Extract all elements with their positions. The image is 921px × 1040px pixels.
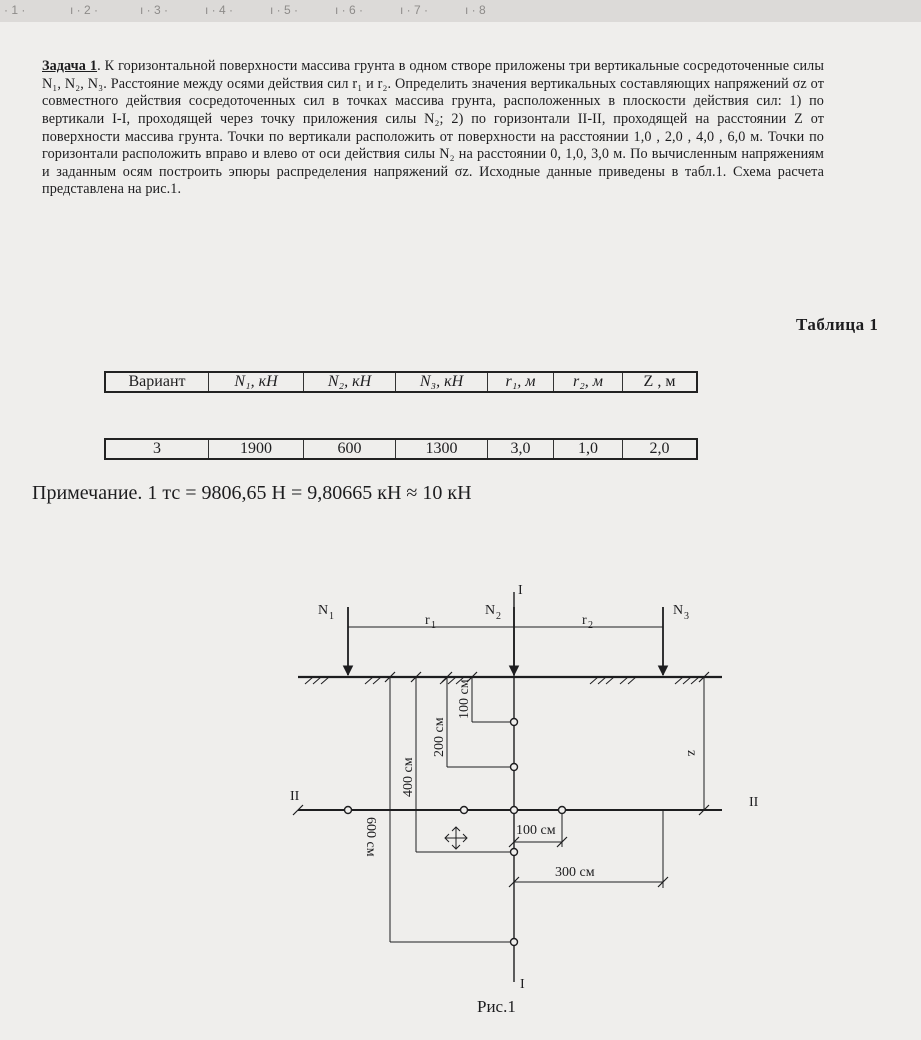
n3-subscript: 3 — [684, 611, 689, 622]
ruler-mark: ı · 7 · — [400, 3, 429, 17]
r1-subscript: 1 — [431, 620, 436, 631]
header-cell: r₂, м — [554, 373, 623, 391]
dim-100-vertical: 100 см — [457, 679, 472, 719]
data-cell: 1900 — [209, 440, 304, 458]
axis-i-top-label: I — [518, 583, 523, 598]
task-label: Задача 1 — [42, 58, 98, 75]
data-cell: 3,0 — [488, 440, 554, 458]
dimension-ticks — [293, 672, 709, 887]
header-cell: N₃, кН — [396, 373, 488, 391]
table-header-row — [104, 371, 698, 393]
data-cell: 2,0 — [649, 440, 670, 457]
dim-100-horizontal: 100 см — [516, 823, 556, 838]
header-cell: N₂, кН — [304, 373, 396, 391]
axis-i-bottom-label: I — [520, 977, 525, 992]
table-caption: Таблица 1 — [796, 315, 879, 334]
data-cell: 600 — [304, 440, 396, 458]
ruler-mark: ı · 2 · — [70, 3, 99, 17]
figure-caption: Рис.1 — [477, 997, 516, 1016]
header-cell: r₁, м — [488, 373, 554, 391]
dim-600-vertical: 600 см — [363, 817, 378, 857]
data-cell: 1,0 — [554, 440, 623, 458]
n1-subscript: 1 — [329, 611, 334, 622]
ruler-mark: · 1 · — [4, 3, 26, 17]
axis-ii-left-label: II — [290, 789, 300, 804]
table-data-row — [104, 438, 698, 460]
ruler-mark: ı · 4 · — [205, 3, 234, 17]
document-ruler — [0, 0, 921, 23]
document-page — [0, 22, 921, 1040]
z-label: z — [684, 750, 699, 757]
n2-subscript: 2 — [496, 611, 501, 622]
dim-200-vertical: 200 см — [432, 717, 447, 757]
ruler-mark: ı · 6 · — [335, 3, 364, 17]
data-cell: 3 — [106, 440, 209, 458]
ruler-mark: ı · 8 — [465, 3, 486, 17]
note-text: Примечание. 1 тс = 9806,65 Н = 9,80665 кН ≈ 10 кН — [32, 482, 472, 504]
move-cursor-icon — [445, 827, 467, 849]
task-body: . К горизонтальной поверхности массива грунта в одном створе приложены три вертикальные сосредоточенные силы N₁, N₂, N₃. Расстояние между осями действия сил r₁ и r₂. Определить значения вертикальных составляющих напряжений σz от совместного действия сосредоточенных сил в точках массива грунта, расположенных в плоскости действия сил: 1) по вертикали I-I, проходящей через точку приложения силы N₂; 2) по горизонтали II-II, проходящей на расстоянии Z от поверхности массива грунта. Точки по вертикали расположить от поверхности на расстоянии 1,0 , 2,0 , 4,0 , 6,0 м. Точки по горизонтали расположить вправо и влево от оси действия силы N₂ на расстоянии 0, 1,0, 3,0 м. По вычисленным напряжениям и заданным осям построить эпюры распределения напряжений σz. Исходные данные приведены в табл.1. Схема расчета представлена на рис.1. — [42, 58, 824, 198]
r1-label: r — [425, 613, 430, 628]
data-cell: 1300 — [396, 440, 488, 458]
r2-label: r — [582, 613, 587, 628]
r2-subscript: 2 — [588, 620, 593, 631]
problem-text — [42, 58, 824, 199]
header-cell: N₁, кН — [209, 373, 304, 391]
ruler-mark: ı · 5 · — [270, 3, 299, 17]
figure-labels — [290, 583, 759, 992]
n3-label: N — [673, 603, 684, 618]
calculation-scheme-figure — [0, 542, 921, 1002]
axis-ii-right-label: II — [749, 795, 759, 810]
header-cell: Вариант — [106, 373, 209, 391]
n2-label: N — [485, 603, 496, 618]
header-cell: Z , м — [643, 373, 676, 390]
dim-400-vertical: 400 см — [401, 757, 416, 797]
ruler-mark: ı · 3 · — [140, 3, 169, 17]
n1-label: N — [318, 603, 329, 618]
dim-300-horizontal: 300 см — [555, 865, 595, 880]
